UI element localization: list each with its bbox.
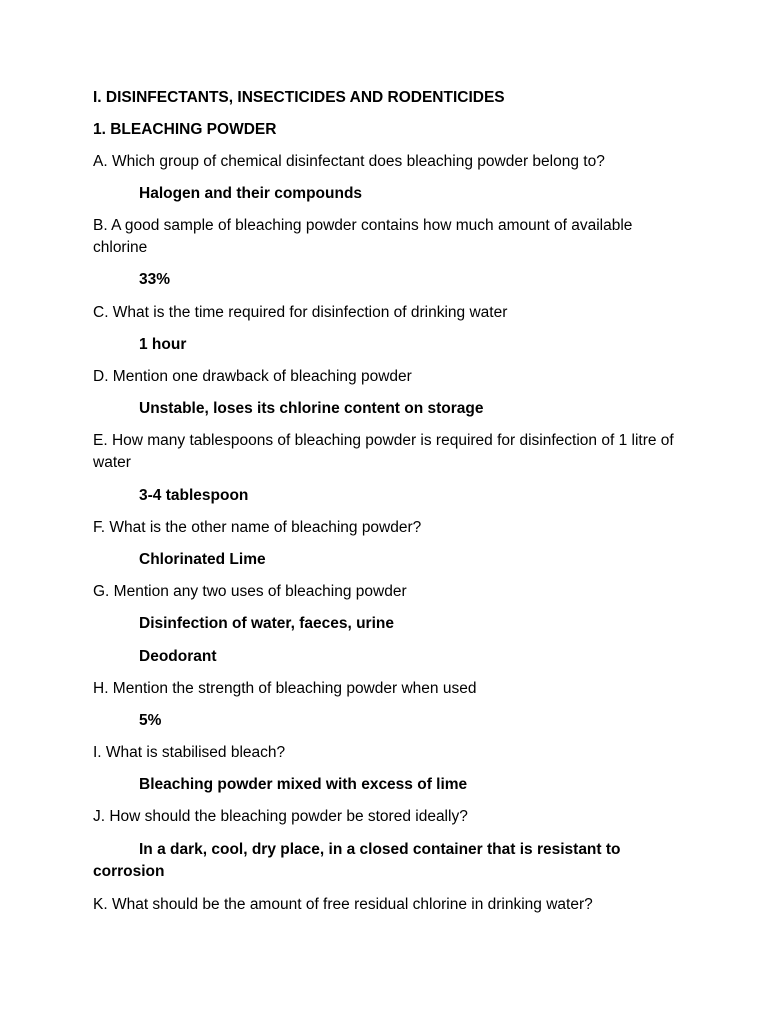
question-a: A. Which group of chemical disinfectant does bleaching powder belong to? bbox=[93, 153, 605, 170]
answer-g-1: Disinfection of water, faeces, urine bbox=[139, 615, 394, 632]
answer-g-2: Deodorant bbox=[139, 648, 217, 665]
section-heading: 1. BLEACHING POWDER bbox=[93, 121, 277, 138]
answer-b: 33% bbox=[139, 271, 171, 288]
question-b: B. A good sample of bleaching powder contains how much amount of available chlorine bbox=[93, 217, 633, 256]
question-c: C. What is the time required for disinfection of drinking water bbox=[93, 304, 508, 321]
answer-c: 1 hour bbox=[139, 336, 187, 353]
question-g: G. Mention any two uses of bleaching powder bbox=[93, 583, 407, 600]
question-i: I. What is stabilised bleach? bbox=[93, 744, 286, 761]
answer-e: 3-4 tablespoon bbox=[139, 487, 249, 504]
answer-j: In a dark, cool, dry place, in a closed container that is resistant to corrosion bbox=[93, 841, 621, 880]
answer-a: Halogen and their compounds bbox=[139, 185, 363, 202]
question-d: D. Mention one drawback of bleaching powder bbox=[93, 368, 412, 385]
answer-h: 5% bbox=[139, 712, 162, 729]
question-h: H. Mention the strength of bleaching powder when used bbox=[93, 680, 477, 697]
question-e: E. How many tablespoons of bleaching powder is required for disinfection of 1 litre of water bbox=[93, 432, 674, 471]
answer-i: Bleaching powder mixed with excess of lime bbox=[139, 776, 468, 793]
answer-d: Unstable, loses its chlorine content on storage bbox=[139, 400, 484, 417]
document-heading: I. DISINFECTANTS, INSECTICIDES AND RODENTICIDES bbox=[93, 89, 505, 106]
question-j: J. How should the bleaching powder be stored ideally? bbox=[93, 808, 468, 825]
question-k: K. What should be the amount of free residual chlorine in drinking water? bbox=[93, 896, 593, 913]
question-f: F. What is the other name of bleaching powder? bbox=[93, 519, 422, 536]
answer-f: Chlorinated Lime bbox=[139, 551, 266, 568]
